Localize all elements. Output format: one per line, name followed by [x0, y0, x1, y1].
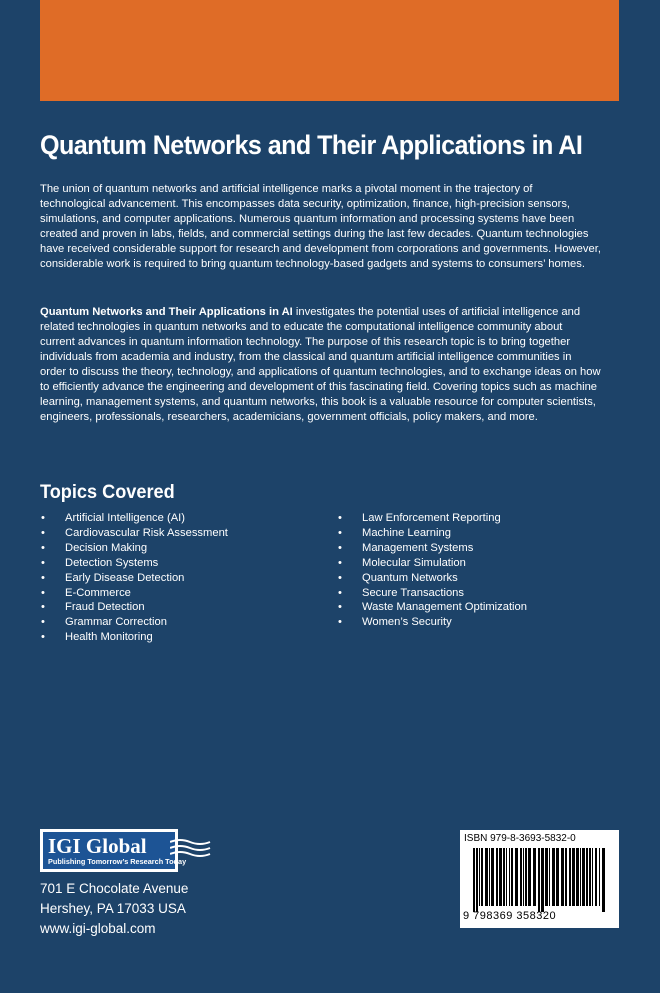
barcode-bar: [481, 848, 483, 906]
barcode-bar: [595, 848, 597, 906]
description-first-line: [40, 305, 630, 320]
barcode-bar: [509, 848, 510, 906]
barcode-bar: [511, 848, 513, 906]
text-line: considerable work is required to bring quantum technology-based gadgets and systems to consumers’ homes.: [40, 258, 585, 270]
barcode-bar: [485, 848, 488, 906]
text-line: simulations, and computer applications. Numerous quantum information and processing systems have been: [40, 213, 575, 225]
orange-band: [40, 0, 619, 101]
text-line: current advances in quantum information technology. The purpose of this research topic is to bring together: [40, 336, 571, 348]
barcode-bar: [556, 848, 559, 906]
barcode-bar: [506, 848, 507, 906]
text-line: engineers, professionals, researchers, academicians, government officials, policy makers, and more.: [40, 411, 538, 423]
barcode-bar: [479, 848, 480, 906]
topics-list-right: [338, 511, 527, 630]
text-line: have received considerable support for research and development from corporations and governments. However,: [40, 243, 601, 255]
barcode-bar: [552, 848, 555, 906]
topic-item: • Grammar Correction: [41, 615, 228, 630]
text-line: learning, management systems, and quantum networks, this book is a valuable resource for computer scientists,: [40, 396, 596, 408]
description-first-text: investigates the potential uses of artificial intelligence and: [292, 306, 581, 318]
barcode-bar: [473, 848, 475, 912]
topic-item: • Law Enforcement Reporting: [338, 511, 527, 526]
description-paragraph: [40, 305, 630, 425]
logo-name: IGI Global: [48, 834, 147, 858]
text-line: to efficiently advance the engineering and development of this fascinating field. Covering topics such as machine: [40, 381, 598, 393]
barcode-bar: [599, 848, 600, 906]
isbn-label: ISBN 979-8-3693-5832-0: [464, 833, 576, 844]
topic-item: • Waste Management Optimization: [338, 600, 527, 615]
barcode-bar: [582, 848, 585, 906]
text-line: created and proven in labs, fields, and commercial settings during the last few decades. Quantum technologies: [40, 228, 589, 240]
text-line: technological advancement. This encompasses data security, optimization, finance, high-precision sensors,: [40, 198, 571, 210]
address-line-2: Hershey, PA 17033 USA: [40, 901, 186, 916]
barcode-bar: [602, 848, 605, 912]
topics-list-left: [41, 511, 228, 645]
topic-item: • E-Commerce: [41, 586, 228, 601]
topic-item: • Early Disease Detection: [41, 571, 228, 586]
barcode-bar: [592, 848, 593, 906]
barcode-bar: [533, 848, 536, 906]
barcode-bar: [499, 848, 502, 906]
topic-item: • Management Systems: [338, 541, 527, 556]
topic-item: • Fraud Detection: [41, 600, 228, 615]
topic-item: • Machine Learning: [338, 526, 527, 541]
publisher-logo: [40, 829, 187, 872]
barcode-bar: [580, 848, 581, 906]
topic-item: • Quantum Networks: [338, 571, 527, 586]
barcode-bar: [523, 848, 524, 906]
barcode-bar: [545, 848, 548, 906]
barcode-bar: [515, 848, 518, 906]
barcode-bars: [473, 848, 613, 912]
topic-item: • Health Monitoring: [41, 630, 228, 645]
topics-heading: Topics Covered: [40, 481, 175, 503]
description-bold-title: Quantum Networks and Their Applications in AI: [40, 306, 293, 318]
isbn-barcode: [460, 830, 619, 928]
barcode-bar: [538, 848, 540, 912]
logo-tagline: Publishing Tomorrow’s Research Today: [48, 857, 187, 866]
publisher-address: [40, 879, 188, 939]
barcode-bar: [561, 848, 564, 906]
intro-paragraph: [40, 182, 630, 272]
barcode-bar: [476, 848, 478, 912]
barcode-bar: [565, 848, 567, 906]
barcode-bar: [496, 848, 498, 906]
topic-item: • Women’s Security: [338, 615, 527, 630]
barcode-bar: [589, 848, 591, 906]
barcode-bar: [572, 848, 575, 906]
barcode-bar: [576, 848, 579, 906]
barcode-bar: [491, 848, 494, 906]
barcode-bar: [525, 848, 527, 906]
barcode-bar: [489, 848, 490, 906]
topic-item: • Secure Transactions: [338, 586, 527, 601]
barcode-bar: [541, 848, 544, 912]
publisher-website: www.igi-global.com: [40, 921, 156, 936]
logo-waves-icon: [170, 838, 212, 860]
barcode-bar: [549, 848, 550, 906]
text-line: related technologies in quantum networks and to educate the computational intelligence community about: [40, 321, 563, 333]
book-title: Quantum Networks and Their Applications in AI: [40, 130, 583, 160]
topic-item: • Detection Systems: [41, 556, 228, 571]
topic-item: • Cardiovascular Risk Assessment: [41, 526, 228, 541]
address-line-1: 701 E Chocolate Avenue: [40, 881, 189, 896]
barcode-bar: [503, 848, 505, 906]
barcode-bar: [520, 848, 522, 906]
text-line: individuals from academia and industry, from the classical and quantum artificial intelligence communities in: [40, 351, 572, 363]
topic-item: • Molecular Simulation: [338, 556, 527, 571]
topic-item: • Artificial Intelligence (AI): [41, 511, 228, 526]
barcode-bar: [569, 848, 571, 906]
barcode-digits: 9 798369 358320: [463, 910, 557, 922]
barcode-bar: [586, 848, 588, 906]
text-line: The union of quantum networks and artificial intelligence marks a pivotal moment in the trajectory of: [40, 183, 533, 195]
barcode-bar: [528, 848, 531, 906]
topic-item: • Decision Making: [41, 541, 228, 556]
text-line: order to discuss the theory, technology, and applications of quantum technologies, and to exchange ideas on how: [40, 366, 601, 378]
